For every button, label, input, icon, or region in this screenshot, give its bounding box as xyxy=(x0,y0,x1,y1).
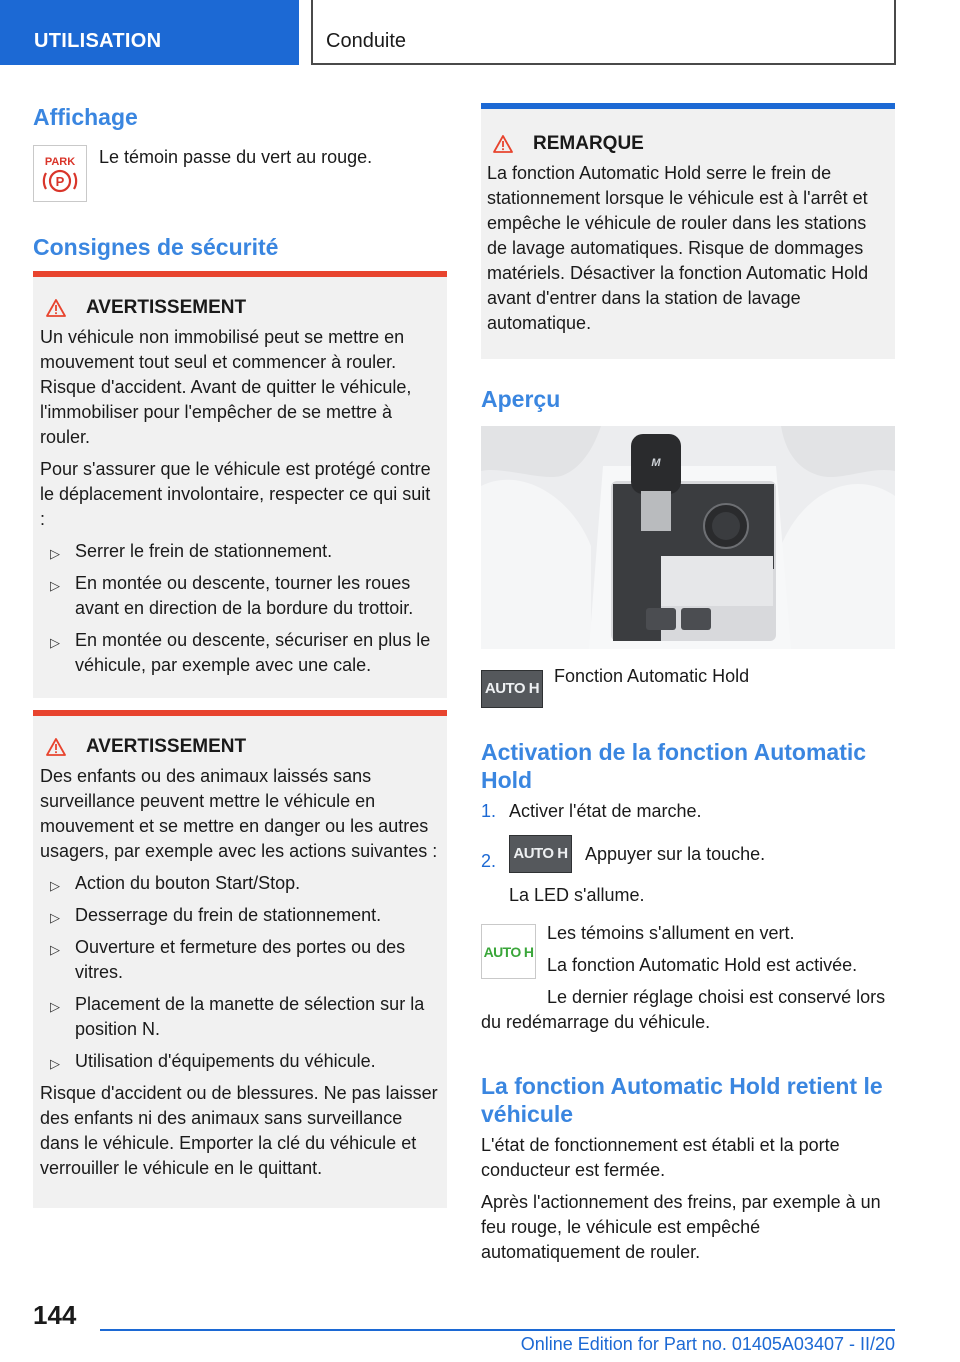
footer-divider xyxy=(100,1329,895,1331)
warning-triangle-icon xyxy=(46,299,66,317)
warning-title-2: AVERTISSEMENT xyxy=(40,734,439,760)
step-number: 2. xyxy=(481,851,497,871)
warning2-paragraph-2: Risque d'accident ou de blessures. Ne pas laisser des enfants ni des animaux sans surveillance dans le véhicule. Emporter la clé du véhicule et verrouiller le véhicule en le quittant. xyxy=(40,1083,438,1178)
list-item: ▷ Ouverture et fermeture des portes ou des vitres. xyxy=(50,937,406,982)
affichage-heading: Affichage xyxy=(33,104,138,130)
page-number: 144 xyxy=(33,1300,77,1330)
retient-paragraph-1: L'état de fonctionnement est établi et la porte conducteur est fermée. xyxy=(481,1135,840,1180)
triangle-bullet-icon: ▷ xyxy=(50,578,60,593)
apercu-heading: Aperçu xyxy=(481,386,561,412)
triangle-bullet-icon: ▷ xyxy=(50,546,60,561)
list-item: ▷ Serrer le frein de stationnement. xyxy=(40,539,439,564)
warning1-paragraph-1: Un véhicule non immobilisé peut se mettre en mouvement tout seul et commencer à rouler. Risque d'accident. Avant de quitter le véhicule, l'immobiliser pour l'empêcher de se mettre à rouler. xyxy=(40,327,412,447)
step-text: Activer l'état de marche. xyxy=(509,801,702,821)
affichage-text: Le témoin passe du vert au rouge. xyxy=(99,147,373,167)
triangle-bullet-icon: ▷ xyxy=(50,910,60,925)
activation-paragraph-1: Les témoins s'allument en vert. xyxy=(547,923,795,943)
auto-h-key-icon: AUTO H xyxy=(509,835,572,873)
activation-paragraph-2: La fonction Automatic Hold est activée. xyxy=(547,955,858,975)
list-item: ▷ Placement de la manette de sélection sur la position N. xyxy=(50,994,425,1039)
retient-paragraph-2: Après l'actionnement des freins, par exemple à un feu rouge, le véhicule est empêché automatiquement de rouler. xyxy=(481,1192,881,1262)
center-console-photo xyxy=(481,426,895,649)
section-tab xyxy=(0,0,299,65)
step-number: 1. xyxy=(481,801,497,821)
chapter-title: Conduite xyxy=(326,30,407,52)
note-paragraph: La fonction Automatic Hold serre le frein de stationnement lorsque le véhicule est à l'arrêt et empêche le véhicule de rouler dans les stations de lavage automatiques. Risque de dommages matériels. Désactiver la fonction Automatic Hold avant d'entrer dans la station de lavage automatique. xyxy=(487,163,869,333)
activation-paragraph-3: Le dernier réglage choisi est conservé lors du redémarrage du véhicule. xyxy=(481,987,886,1032)
auto-h-button-icon: AUTO H xyxy=(481,670,543,708)
note-title: REMARQUE xyxy=(487,131,887,157)
warning1-paragraph-2: Pour s'assurer que le véhicule est protégé contre le déplacement involontaire, respecter ce qui suit : xyxy=(40,459,431,529)
triangle-bullet-icon: ▷ xyxy=(50,942,60,957)
triangle-bullet-icon: ▷ xyxy=(50,878,60,893)
consignes-heading: Consignes de sécurité xyxy=(33,234,279,260)
step-text: Appuyer sur la touche. xyxy=(585,843,766,864)
section-title: UTILISATION xyxy=(34,30,162,52)
triangle-bullet-icon: ▷ xyxy=(50,635,60,650)
park-indicator-icon xyxy=(33,145,87,202)
triangle-bullet-icon: ▷ xyxy=(50,999,60,1014)
list-item: ▷ Action du bouton Start/Stop. xyxy=(40,871,439,896)
warning-title-1: AVERTISSEMENT xyxy=(40,295,439,321)
list-item: ▷ Desserrage du frein de stationnement. xyxy=(40,903,439,928)
note-box xyxy=(481,103,895,359)
warning2-list xyxy=(40,871,439,1074)
warning-box-1 xyxy=(33,271,447,698)
warning-triangle-icon xyxy=(493,135,513,153)
list-item: ▷ En montée ou descente, sécuriser en plus le véhicule, par exemple avec une cale. xyxy=(50,630,431,675)
led-text: La LED s'allume. xyxy=(509,885,645,905)
step-1 xyxy=(481,799,895,833)
svg-text:M: M xyxy=(651,457,661,469)
footer-edition: Online Edition for Part no. 01405A03407 - II/20 xyxy=(520,1334,895,1354)
auto-h-caption: Fonction Automatic Hold xyxy=(554,666,750,686)
svg-text:P: P xyxy=(55,174,65,189)
retient-heading: La fonction Automatic Hold retient le véhicule xyxy=(481,1073,883,1127)
warning1-list xyxy=(40,539,439,678)
list-item: ▷ En montée ou descente, tourner les roues avant en direction de la bordure du trottoir. xyxy=(50,573,414,618)
activation-heading: Activation de la fonction Automatic Hold xyxy=(481,739,867,793)
warning-triangle-icon xyxy=(46,738,66,756)
warning-box-2 xyxy=(33,710,447,1208)
svg-text:PARK: PARK xyxy=(44,156,76,168)
warning2-paragraph-1: Des enfants ou des animaux laissés sans surveillance peuvent mettre le véhicule en mouvement et se mettre en danger ou les autres usagers, par exemple avec les actions suivantes : xyxy=(40,766,438,861)
triangle-bullet-icon: ▷ xyxy=(50,1056,60,1071)
svg-text:AUTO H: AUTO H xyxy=(483,944,534,960)
chapter-tab xyxy=(311,0,896,65)
activation-steps xyxy=(481,799,895,895)
list-item: ▷ Utilisation d'équipements du véhicule. xyxy=(40,1049,439,1074)
auto-h-green-indicator-icon xyxy=(481,924,536,979)
